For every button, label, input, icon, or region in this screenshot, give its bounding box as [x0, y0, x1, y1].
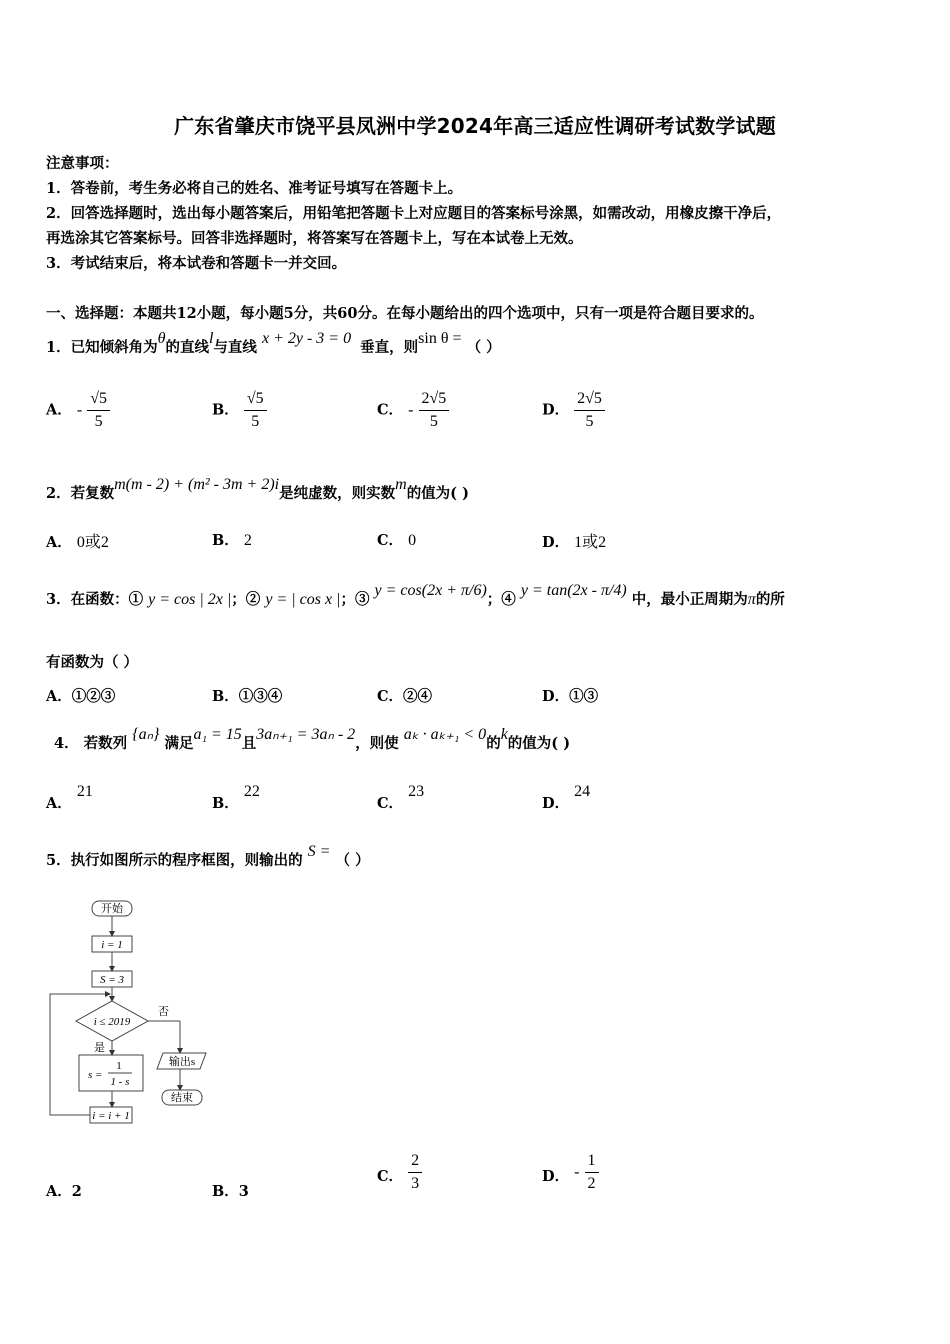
flow-init-i-label: i = 1	[101, 939, 123, 951]
q4-text: 且	[241, 735, 257, 752]
fraction-denominator: 5	[251, 413, 260, 430]
notice-item: 3．考试结束后，将本试卷和答题卡一并交回。	[46, 255, 347, 272]
option-value: 2	[71, 1183, 82, 1200]
option-label: B．	[212, 795, 239, 812]
option-value: 24	[574, 783, 591, 800]
q1-text: 的直线	[165, 339, 209, 356]
q4-k: k	[500, 726, 508, 743]
option-fraction	[585, 1152, 599, 1193]
option-fraction	[244, 390, 267, 431]
fraction-numerator: 2	[408, 1152, 422, 1173]
q3-text: ；②	[231, 591, 261, 608]
option-label: B．	[212, 688, 239, 705]
option-label: D．	[542, 688, 570, 705]
option-fraction	[408, 1152, 422, 1193]
option-label: D．	[542, 534, 570, 551]
notice-item: 再选涂其它答案标号。回答非选择题时，将答案写在答题卡上，写在本试卷上无效。	[46, 230, 583, 247]
q1-option-a[interactable]	[46, 390, 110, 431]
q1-text: 1．已知倾斜角为	[46, 339, 158, 356]
fraction-numerator: √5	[87, 390, 110, 411]
option-label: A．	[46, 534, 72, 551]
option-label: A．	[46, 795, 72, 812]
q4-text: 4． 若数列	[54, 735, 128, 752]
notice-heading: 注意事项：	[46, 155, 119, 172]
q4-condition-2: 3aₙ₊₁ = 3aₙ - 2	[256, 726, 356, 743]
q1-line-equation: x + 2y - 3 = 0	[261, 330, 352, 347]
q4-text: 的值为( )	[507, 735, 571, 752]
option-label: C．	[377, 795, 404, 812]
q1-text: （ ）	[466, 339, 501, 356]
option-fraction	[574, 390, 605, 431]
flow-output-label: 输出s	[168, 1056, 196, 1068]
q4-option-d[interactable]	[542, 780, 591, 812]
notice-item: 1．答卷前，考生务必将自己的姓名、准考证号填写在答题卡上。	[46, 180, 463, 197]
option-value: 3	[238, 1183, 249, 1200]
option-sign: -	[76, 401, 83, 419]
q1-expression: sin θ =	[418, 330, 462, 347]
fraction-denominator: 5	[585, 413, 594, 430]
q2-expression: m(m - 2) + (m² - 3m + 2)i	[114, 476, 280, 493]
q4-text: ，则使	[355, 735, 399, 752]
option-label: C．	[377, 688, 404, 705]
fraction-numerator: 2√5	[419, 390, 450, 411]
option-value: 21	[76, 783, 93, 800]
q4-option-c[interactable]	[377, 780, 425, 812]
q2-text: 2．若复数	[46, 485, 115, 502]
q2-option-b[interactable]	[212, 529, 252, 550]
q1-theta: θ	[157, 330, 166, 347]
q4-condition-3: aₖ · aₖ₊₁ < 0	[403, 726, 487, 743]
q3-option-b[interactable]	[212, 685, 282, 706]
q4-text: 满足	[164, 735, 194, 752]
q2-option-c[interactable]	[377, 529, 416, 550]
fraction-numerator: √5	[244, 390, 267, 411]
q3-text: ；④	[486, 591, 516, 608]
q3-function-3: y = cos(2x + π/6)	[374, 582, 487, 599]
page-title: 广东省肇庆市饶平县凤洲中学2024年高三适应性调研考试数学试题	[174, 114, 776, 138]
flow-update-numerator: 1	[116, 1060, 122, 1072]
option-label: A．	[46, 401, 72, 419]
q4-sequence: {aₙ}	[132, 726, 160, 743]
question-4	[54, 726, 571, 753]
q5-s: S =	[307, 843, 331, 860]
fraction-denominator: 2	[587, 1175, 596, 1192]
q5-option-a[interactable]	[46, 1180, 82, 1201]
option-value: 2	[243, 532, 252, 549]
flow-yes-label: 是	[94, 1042, 105, 1054]
q3-option-c[interactable]	[377, 685, 432, 706]
option-label: A．	[46, 688, 72, 705]
option-label: C．	[377, 1167, 404, 1185]
option-label: C．	[377, 401, 404, 419]
fraction-numerator: 2√5	[574, 390, 605, 411]
flow-update-denominator: 1 - s	[110, 1076, 130, 1088]
flow-init-s-label: S = 3	[100, 974, 124, 986]
q4-condition-1: a₁ = 15	[193, 726, 242, 743]
q1-l: l	[208, 330, 214, 347]
q1-option-b[interactable]	[212, 390, 267, 431]
section-header: 一、选择题：本题共12小题，每小题5分，共60分。在每小题给出的四个选项中，只有一项是符合题目要求的。	[46, 305, 764, 322]
option-label: B．	[212, 401, 239, 419]
option-sign: -	[408, 401, 414, 419]
q4-option-b[interactable]	[212, 780, 260, 812]
q3-option-d[interactable]	[542, 685, 598, 706]
flow-end-label: 结束	[171, 1092, 193, 1104]
q2-option-d[interactable]	[542, 529, 606, 552]
q1-text: 与直线	[213, 339, 257, 356]
program-flowchart	[46, 893, 226, 1133]
q3-text: 的所	[755, 591, 785, 608]
q1-option-c[interactable]	[377, 390, 449, 431]
option-label: D．	[542, 1167, 570, 1185]
fraction-numerator: 1	[585, 1152, 599, 1173]
q2-option-a[interactable]	[46, 529, 109, 552]
flow-start-label: 开始	[101, 903, 123, 915]
fraction-denominator: 5	[94, 413, 103, 430]
question-1	[46, 330, 501, 357]
option-value: 0或2	[76, 534, 109, 551]
flow-increment-label: i = i + 1	[92, 1110, 130, 1122]
q2-text: 是纯虚数，则实数	[279, 485, 396, 502]
q2-m: m	[395, 476, 407, 493]
notice-item: 2．回答选择题时，选出每小题答案后，用铅笔把答题卡上对应题目的答案标号涂黑，如需改动，用橡皮擦干净后，	[46, 205, 782, 222]
q3-text: 中，最小正周期为	[631, 591, 748, 608]
option-value: 22	[243, 783, 260, 800]
q5-option-d[interactable]	[542, 1152, 599, 1193]
q3-option-a[interactable]	[46, 685, 115, 706]
fraction-denominator: 3	[411, 1175, 420, 1192]
question-5	[46, 843, 370, 870]
question-3-continued: 有函数为（ ）	[46, 654, 139, 671]
option-value: 0	[408, 532, 417, 549]
option-label: B．	[212, 1183, 239, 1200]
q3-function-1: y = cos | 2x |	[148, 591, 232, 608]
q4-option-a[interactable]	[46, 780, 93, 812]
option-value: ①②③	[71, 688, 116, 705]
question-3	[46, 582, 785, 609]
q5-option-b[interactable]	[212, 1180, 249, 1201]
option-value: ②④	[403, 688, 433, 705]
q3-function-4: y = tan(2x - π/4)	[520, 582, 627, 599]
option-label: B．	[212, 532, 239, 549]
q1-option-d[interactable]	[542, 390, 605, 431]
question-2	[46, 476, 469, 503]
option-label: A．	[46, 1183, 72, 1200]
q5-text: 5．执行如图所示的程序框图，则输出的	[46, 852, 303, 869]
option-value: ①③④	[238, 688, 283, 705]
option-value: ①③	[569, 688, 599, 705]
q3-text: 3．在函数：①	[46, 591, 144, 608]
option-label: C．	[377, 532, 404, 549]
option-fraction	[87, 390, 110, 431]
option-fraction	[419, 390, 450, 431]
q4-text: 的	[486, 735, 501, 752]
flow-no-label: 否	[158, 1006, 169, 1018]
q2-text: 的值为( )	[406, 485, 469, 502]
q3-function-2: y = | cos x |	[265, 591, 341, 608]
q5-text: （ ）	[335, 852, 370, 869]
flow-update-lhs: s =	[88, 1069, 103, 1081]
q3-pi: π	[747, 591, 756, 608]
q1-text: 垂直，则	[360, 339, 419, 356]
option-label: D．	[542, 795, 570, 812]
q5-option-c[interactable]	[377, 1152, 422, 1193]
fraction-denominator: 5	[429, 413, 438, 430]
flow-condition-label: i ≤ 2019	[93, 1016, 131, 1028]
option-value: 23	[408, 783, 425, 800]
q3-text: ；③	[340, 591, 370, 608]
option-sign: -	[574, 1163, 580, 1181]
option-label: D．	[542, 401, 570, 419]
option-value: 1或2	[574, 534, 607, 551]
